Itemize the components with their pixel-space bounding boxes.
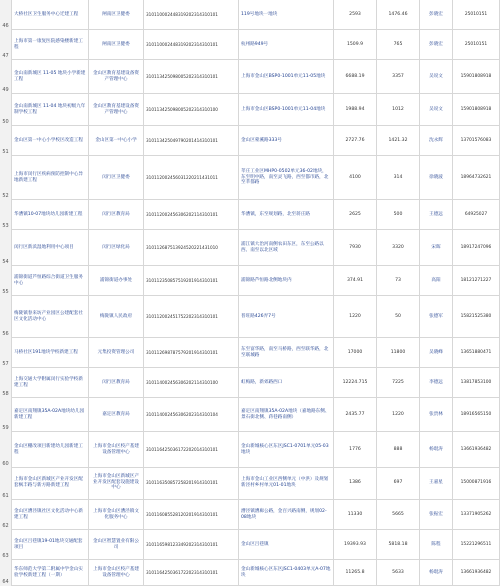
value-cell[interactable]: 73 [376,266,419,296]
project-name-cell[interactable]: 上海交通大学附属闵行实验学校新建工程 [11,368,88,398]
row-number[interactable]: 64 [2,579,9,585]
area-cell[interactable]: 12224.715 [333,368,376,398]
phone-cell[interactable]: 13701576083 [452,126,500,156]
row-number[interactable]: 63 [2,553,9,559]
builder-unit-cell[interactable]: 闸南区卫健委 [88,30,143,60]
value-cell[interactable]: 50 [376,296,419,338]
table-row [0,338,500,368]
location-cell[interactable]: 119号地块一地块 [238,0,333,30]
project-name-cell[interactable]: 上海市第一康复医院感染楼新建工程 [11,30,88,60]
project-code-cell[interactable]: 310112350857519201914310101 [143,266,238,296]
project-name-cell[interactable]: 上海市金山区新城区产业开发区配套枫丰路与新方路新建工程 [11,466,88,500]
row-number[interactable]: 49 [2,87,9,93]
project-name-cell[interactable]: 金山区吕巷镇19-01地块交通配套项目 [11,530,88,560]
area-cell[interactable]: 2593 [333,0,376,30]
project-code-cell[interactable]: 310116598123349202314310101 [143,530,238,560]
row-number[interactable]: 61 [2,493,9,499]
project-code-cell[interactable]: 310114002456306202314310104 [143,398,238,432]
project-name-cell[interactable]: 马桥社区191地块学校新建工程 [11,338,88,368]
project-name-cell[interactable]: 浦锦街道芦恒路综合街道卫生服务中心 [11,266,88,296]
area-cell[interactable]: 19393.93 [333,530,376,560]
area-cell[interactable]: 2625 [333,200,376,230]
location-cell[interactable]: 东至富华路，南至马桥路，西至联华路，北至联城路 [238,338,333,368]
row-number[interactable]: 51 [2,149,9,155]
project-code-cell[interactable]: 310116085528120201914310101 [143,500,238,530]
phone-cell[interactable]: 18964732621 [452,156,500,200]
area-cell[interactable]: 2435.77 [333,398,376,432]
contact-person-cell[interactable]: 高阳 [419,266,452,296]
table-row [0,94,500,126]
builder-unit-cell[interactable]: 上海市金山区漕泾镇文化服务中心 [88,500,143,530]
phone-cell[interactable]: 13371905262 [452,500,500,530]
phone-cell[interactable]: 18916565150 [452,398,500,432]
row-number[interactable]: 55 [2,289,9,295]
table-row [0,60,500,94]
row-number[interactable]: 46 [2,23,9,29]
table-row [0,530,500,560]
project-name-cell[interactable]: 华漕镇10-07地块幼儿园新建工程 [11,200,88,230]
phone-cell[interactable]: 25010151 [452,30,500,60]
project-name-cell[interactable]: 金山南新城区 11-04 地块初级九年制学校工程 [11,94,88,126]
location-cell[interactable]: 杭州路949号 [238,30,333,60]
contact-person-cell[interactable]: 杨琨涛 [419,560,452,586]
row-number[interactable]: 56 [2,331,9,337]
project-name-cell[interactable]: 金山区第一中心小学校区改造工程 [11,126,88,156]
row-number[interactable]: 58 [2,391,9,397]
builder-unit-cell[interactable]: 上海市金山区校产基建设备管理中心 [88,432,143,468]
location-cell[interactable]: 上海市金山区BSP0-1001单元11-04地块 [238,94,333,126]
location-cell[interactable]: 浦江镇大治河南侧农田东区，东至公路以西、南至以北区域 [238,230,333,266]
area-cell[interactable]: 1386 [333,466,376,500]
project-code-cell[interactable]: 310113425049790201414310101 [143,126,238,156]
builder-unit-cell[interactable]: 闵行区卫健委 [88,156,143,200]
value-cell[interactable]: 500 [376,200,419,230]
builder-unit-cell[interactable]: 闸南区卫健委 [88,0,143,30]
builder-unit-cell[interactable]: 闵行区教育局 [88,200,143,230]
value-cell[interactable]: 5665 [376,500,419,530]
location-cell[interactable]: 莘庄工业区MHP0-0502单元36-02地块，东至明中路，南至灵飞路，西至都市路，北至莘都路 [238,156,333,200]
row-number[interactable]: 62 [2,523,9,529]
value-cell[interactable]: 3320 [376,230,419,266]
table-row [0,266,500,296]
project-code-cell[interactable]: 310116425036172202314310101 [143,560,238,586]
phone-cell[interactable]: 13817853100 [452,368,500,398]
row-number[interactable]: 53 [2,223,9,229]
builder-unit-cell[interactable]: 金山区教育基建设备资产管理中心 [88,94,143,126]
table-row [0,466,500,500]
table-row [0,200,500,230]
location-cell[interactable]: 漕泾镇漕廊公路，金百兴路南侧，规划02-08地块 [238,500,333,530]
value-cell[interactable]: 1012 [376,94,419,126]
area-cell[interactable]: 1776 [333,432,376,468]
phone-cell[interactable]: 15901808918 [452,94,500,126]
area-cell[interactable]: 1220 [333,296,376,338]
row-number[interactable]: 50 [2,119,9,125]
contact-person-cell[interactable]: 彭晓宏 [419,0,452,30]
area-cell[interactable]: 4100 [333,156,376,200]
table-row [0,398,500,432]
table-row [0,368,500,398]
project-name-cell[interactable]: 嘉定区南翔镇35A-02A地块幼儿园新建工程 [11,398,88,432]
location-cell[interactable]: 浦锦路芦恒路北侧地块内 [238,266,333,296]
builder-unit-cell[interactable]: 梅陇镇人民政府 [88,296,143,338]
value-cell[interactable]: 314 [376,156,419,200]
value-cell[interactable]: 3357 [376,60,419,94]
project-name-cell[interactable]: 闵行区新浜湿地利用中心项目 [11,230,88,266]
value-cell[interactable]: 1476.46 [376,0,419,30]
contact-person-cell[interactable]: 彭晓宏 [419,30,452,60]
contact-person-cell[interactable]: 吴晓峰 [419,338,452,368]
project-name-cell[interactable]: 梅陇镇春来坊产业园区公建配套社区文化活动中心 [11,296,88,338]
table-row [0,230,500,266]
contact-person-cell[interactable]: 陈程 [419,530,452,560]
phone-cell[interactable]: 25010151 [452,0,500,30]
builder-unit-cell[interactable]: 闵行区绿化局 [88,230,143,266]
phone-cell[interactable]: 15000871916 [452,466,500,500]
table-row [0,0,500,30]
contact-person-cell[interactable]: 徐晓波 [419,156,452,200]
table-row [0,432,500,468]
location-cell[interactable]: 嘉定区南翔镇35A-02A地块（嘉地路东侧、景石街北侧、蒋巷路南侧） [238,398,333,432]
table-row [0,500,500,530]
builder-unit-cell[interactable]: 金山区第一中心小学 [88,126,143,156]
table-row [0,296,500,338]
builder-unit-cell[interactable]: 嘉定区教育局 [88,398,143,432]
value-cell[interactable]: 888 [376,432,419,468]
location-cell[interactable]: 金山新城核心区东区JSC1-0701单元05-03地块 [238,432,333,468]
row-number[interactable]: 60 [2,461,9,467]
phone-cell[interactable]: 15221296511 [452,530,500,560]
contact-person-cell[interactable]: 张振宏 [419,500,452,530]
project-code-cell[interactable]: 310112687513924520221431010 [143,230,238,266]
location-cell[interactable]: 金山新城核心区东区JSC1-0403单元A-07地块 [238,560,333,586]
project-name-cell[interactable]: 上海市闵行区疾病预防控制中心异地新建工程 [11,156,88,200]
project-name-cell[interactable]: 金山南新城区 11-05 地块小学新建工程 [11,60,88,94]
location-cell[interactable]: 金山区吕巷镇 [238,530,333,560]
phone-cell[interactable]: 13661936482 [452,560,500,586]
builder-unit-cell[interactable]: 上海市金山区校产基建设备管理中心 [88,560,143,586]
row-number[interactable]: 52 [2,193,9,199]
project-code-cell[interactable]: 310116425036172202014310101 [143,432,238,468]
builder-unit-cell[interactable]: 闵行区教育局 [88,368,143,398]
location-cell[interactable]: 普旺路426弄7号 [238,296,333,338]
phone-cell[interactable]: 18917247096 [452,230,500,266]
project-name-cell[interactable]: 金山区棚改项目新建幼儿园新建工程 [11,432,88,468]
table-row [0,156,500,200]
phone-cell[interactable]: 13651880471 [452,338,500,368]
builder-unit-cell[interactable]: 上海市金山区新城区产业开发区配套设施建设中心 [88,466,143,500]
project-code-cell[interactable]: 310113425098005202314310100 [143,94,238,126]
table-row [0,560,500,586]
area-cell[interactable]: 1988.94 [333,94,376,126]
project-code-cell[interactable]: 310112698787579201914310101 [143,338,238,368]
contact-person-cell[interactable]: 王嘉星 [419,466,452,500]
phone-cell[interactable]: 13661936482 [452,432,500,468]
area-cell[interactable]: 1509.9 [333,30,376,60]
project-name-cell[interactable]: 金山区漕泾镇社区文化活动中心新建工程 [11,500,88,530]
project-code-cell[interactable]: 310110002448319202314310101 [143,30,238,60]
area-cell[interactable]: 374.91 [333,266,376,296]
project-code-cell[interactable]: 310112002456306202114310101 [143,200,238,230]
contact-person-cell[interactable]: 李德远 [419,368,452,398]
project-code-cell[interactable]: 310112002451752202314310101 [143,296,238,338]
table-row [0,126,500,156]
builder-unit-cell[interactable]: 浦锦街道办事处 [88,266,143,296]
value-cell[interactable]: 1421.32 [376,126,419,156]
builder-unit-cell[interactable]: 金山区教育基建设备资产管理中心 [88,60,143,94]
contact-person-cell[interactable]: 沈永辉 [419,126,452,156]
row-number[interactable]: 47 [2,53,9,59]
value-cell[interactable]: 5633 [376,560,419,586]
location-cell[interactable]: 上海市金山工业区西侧单元（中洪）及规划新泾村乡村单元01-01地块 [238,466,333,500]
area-cell[interactable]: 11330 [333,500,376,530]
contact-person-cell[interactable]: 张贵林 [419,398,452,432]
value-cell[interactable]: 1220 [376,398,419,432]
row-number[interactable]: 57 [2,361,9,367]
area-cell[interactable]: 17000 [333,338,376,368]
contact-person-cell[interactable]: 吴说文 [419,94,452,126]
project-code-cell[interactable]: 310116350857258201914310101 [143,466,238,500]
phone-cell[interactable]: 64925027 [452,200,500,230]
phone-cell[interactable]: 15901808918 [452,60,500,94]
builder-unit-cell[interactable]: 金山区智慧置业有限公司 [88,530,143,560]
location-cell[interactable]: 虹梅路，新郊路西口 [238,368,333,398]
phone-cell[interactable]: 18121271227 [452,266,500,296]
project-name-cell[interactable]: 大桥社区卫生服务中心迁建工程 [11,0,88,30]
table-row [0,30,500,60]
value-cell[interactable]: 697 [376,466,419,500]
value-cell[interactable]: 5818.18 [376,530,419,560]
area-cell[interactable]: 6688.19 [333,60,376,94]
row-number[interactable]: 54 [2,259,9,265]
contact-person-cell[interactable]: 王德远 [419,200,452,230]
area-cell[interactable]: 2727.76 [333,126,376,156]
project-code-cell[interactable]: 310110002448319202314310101 [143,0,238,30]
builder-unit-cell[interactable]: 元集投资管理公司 [88,338,143,368]
contact-person-cell[interactable]: 杨琨涛 [419,432,452,468]
row-number[interactable]: 59 [2,425,9,431]
location-cell[interactable]: 金山区蒙溪路333号 [238,126,333,156]
location-cell[interactable]: 上海市金山区BSP0-1001单元11-05地块 [238,60,333,94]
value-cell[interactable]: 765 [376,30,419,60]
phone-cell[interactable]: 15821525380 [452,296,500,338]
project-code-cell[interactable]: 310112002456031220211431011 [143,156,238,200]
contact-person-cell[interactable]: 宋晖 [419,230,452,266]
value-cell[interactable]: 11800 [376,338,419,368]
location-cell[interactable]: 华漕镇，东至规划路，北至蒋庄路 [238,200,333,230]
value-cell[interactable]: 7225 [376,368,419,398]
contact-person-cell[interactable]: 张德军 [419,296,452,338]
area-cell[interactable]: 11265.8 [333,560,376,586]
area-cell[interactable]: 7930 [333,230,376,266]
project-code-cell[interactable]: 310114002456306202114310100 [143,368,238,398]
contact-person-cell[interactable]: 吴说文 [419,60,452,94]
project-code-cell[interactable]: 310113425098005202314310101 [143,60,238,94]
project-name-cell[interactable]: 华东师范大学第二附属中学金山实验学校新建工程（一期） [11,560,88,586]
